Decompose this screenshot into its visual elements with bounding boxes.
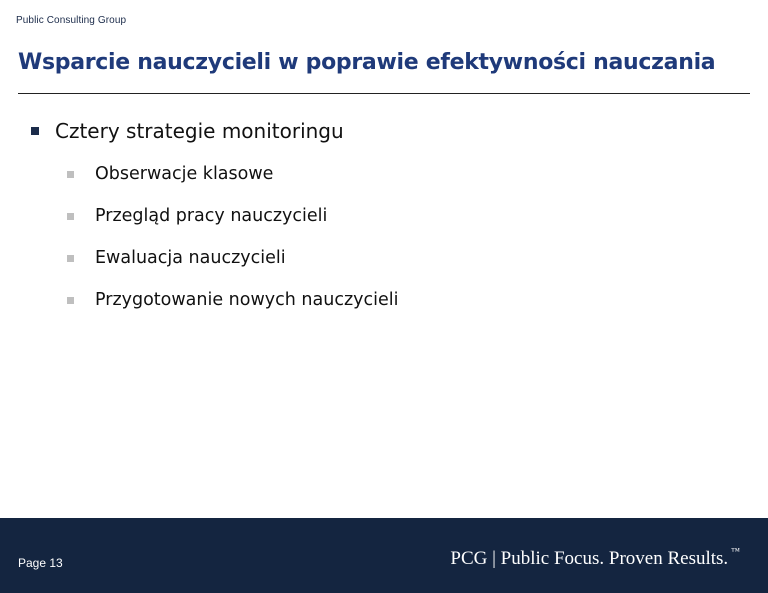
sub-bullet-text: Ewaluacja nauczycieli	[95, 248, 286, 268]
sub-bullet	[67, 286, 398, 314]
sub-bullet	[67, 160, 273, 188]
square-bullet-icon	[67, 171, 74, 178]
footer-bar	[0, 518, 768, 593]
page-number: Page 13	[18, 556, 63, 570]
footer-tagline	[450, 548, 740, 570]
sub-bullet-text: Obserwacje klasowe	[95, 164, 274, 184]
title-divider	[18, 93, 750, 94]
sub-bullet-text: Przegląd pracy nauczycieli	[95, 206, 328, 226]
square-bullet-icon	[67, 255, 74, 262]
square-bullet-icon	[31, 127, 39, 135]
sub-bullet	[67, 202, 327, 230]
tagline-text: PCG | Public Focus. Proven Results.	[450, 548, 729, 569]
main-bullet-text: Cztery strategie monitoringu	[55, 119, 344, 143]
square-bullet-icon	[67, 297, 74, 304]
square-bullet-icon	[67, 213, 74, 220]
sub-bullet	[67, 244, 286, 272]
main-bullet	[31, 116, 344, 146]
company-name: Public Consulting Group	[16, 15, 127, 26]
slide-title: Wsparcie nauczycieli w poprawie efektywności nauczania	[18, 50, 716, 75]
trademark-mark: ™	[731, 546, 740, 556]
sub-bullet-text: Przygotowanie nowych nauczycieli	[95, 290, 399, 310]
